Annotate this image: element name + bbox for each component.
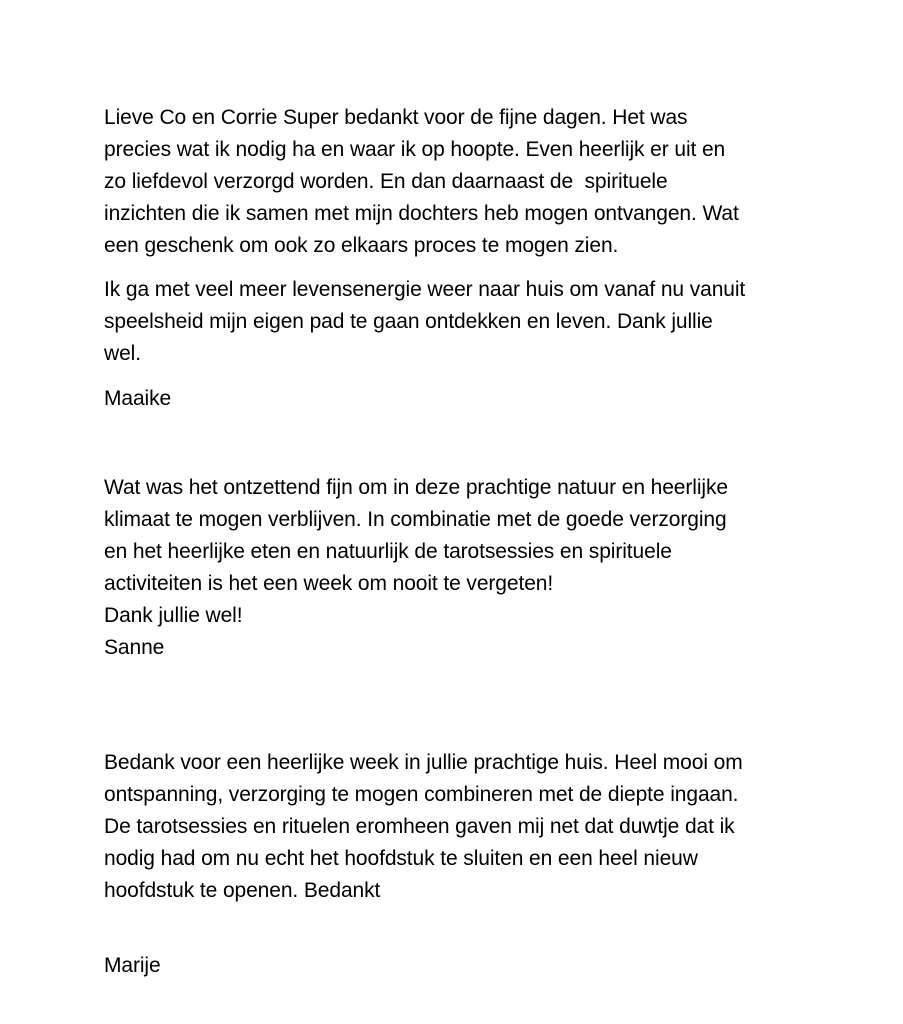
paragraph [104, 102, 813, 262]
text-line: hoofdstuk te openen. Bedankt [104, 879, 381, 902]
signature [104, 950, 813, 982]
text-line: Ik ga met veel meer levensenergie weer naar huis om vanaf nu vanuit [104, 278, 746, 301]
text-line: speelsheid mijn eigen pad te gaan ontdekken en leven. Dank jullie [104, 310, 713, 333]
text-line: zo liefdevol verzorgd worden. En dan daarnaast de spirituele [104, 170, 668, 193]
text-line: nodig had om nu echt het hoofdstuk te sluiten en een heel nieuw [104, 847, 698, 870]
text-line: ontspanning, verzorging te mogen combineren met de diepte ingaan. [104, 783, 739, 806]
text-line: Lieve Co en Corrie Super bedankt voor de fijne dagen. Het was [104, 106, 688, 129]
testimonial-sanne [104, 472, 813, 664]
text-line: Wat was het ontzettend fijn om in deze prachtige natuur en heerlijke [104, 476, 728, 499]
text-line: en het heerlijke eten en natuurlijk de tarotsessies en spirituele [104, 540, 672, 563]
text-line: precies wat ik nodig ha en waar ik op hoopte. Even heerlijk er uit en [104, 138, 726, 161]
text-line: Bedank voor een heerlijke week in jullie prachtige huis. Heel mooi om [104, 751, 743, 774]
signature-name: Maaike [104, 387, 172, 410]
text-line: Dank jullie wel! [104, 604, 243, 627]
signature [104, 383, 813, 415]
text-line: De tarotsessies en rituelen eromheen gaven mij net dat duwtje dat ik [104, 815, 735, 838]
text-line: wel. [104, 342, 141, 365]
text-line: inzichten die ik samen met mijn dochters heb mogen ontvangen. Wat [104, 202, 739, 225]
text-line: activiteiten is het een week om nooit te vergeten! [104, 572, 554, 595]
text-line: een geschenk om ook zo elkaars proces te mogen zien. [104, 234, 619, 257]
testimonial-marije [104, 747, 813, 982]
paragraph [104, 274, 813, 370]
paragraph [104, 747, 813, 907]
signature-name: Marije [104, 954, 161, 977]
testimonial-maaike [104, 102, 813, 415]
signature-name: Sanne [104, 636, 165, 659]
text-line: klimaat te mogen verblijven. In combinatie met de goede verzorging [104, 508, 727, 531]
paragraph [104, 472, 813, 664]
